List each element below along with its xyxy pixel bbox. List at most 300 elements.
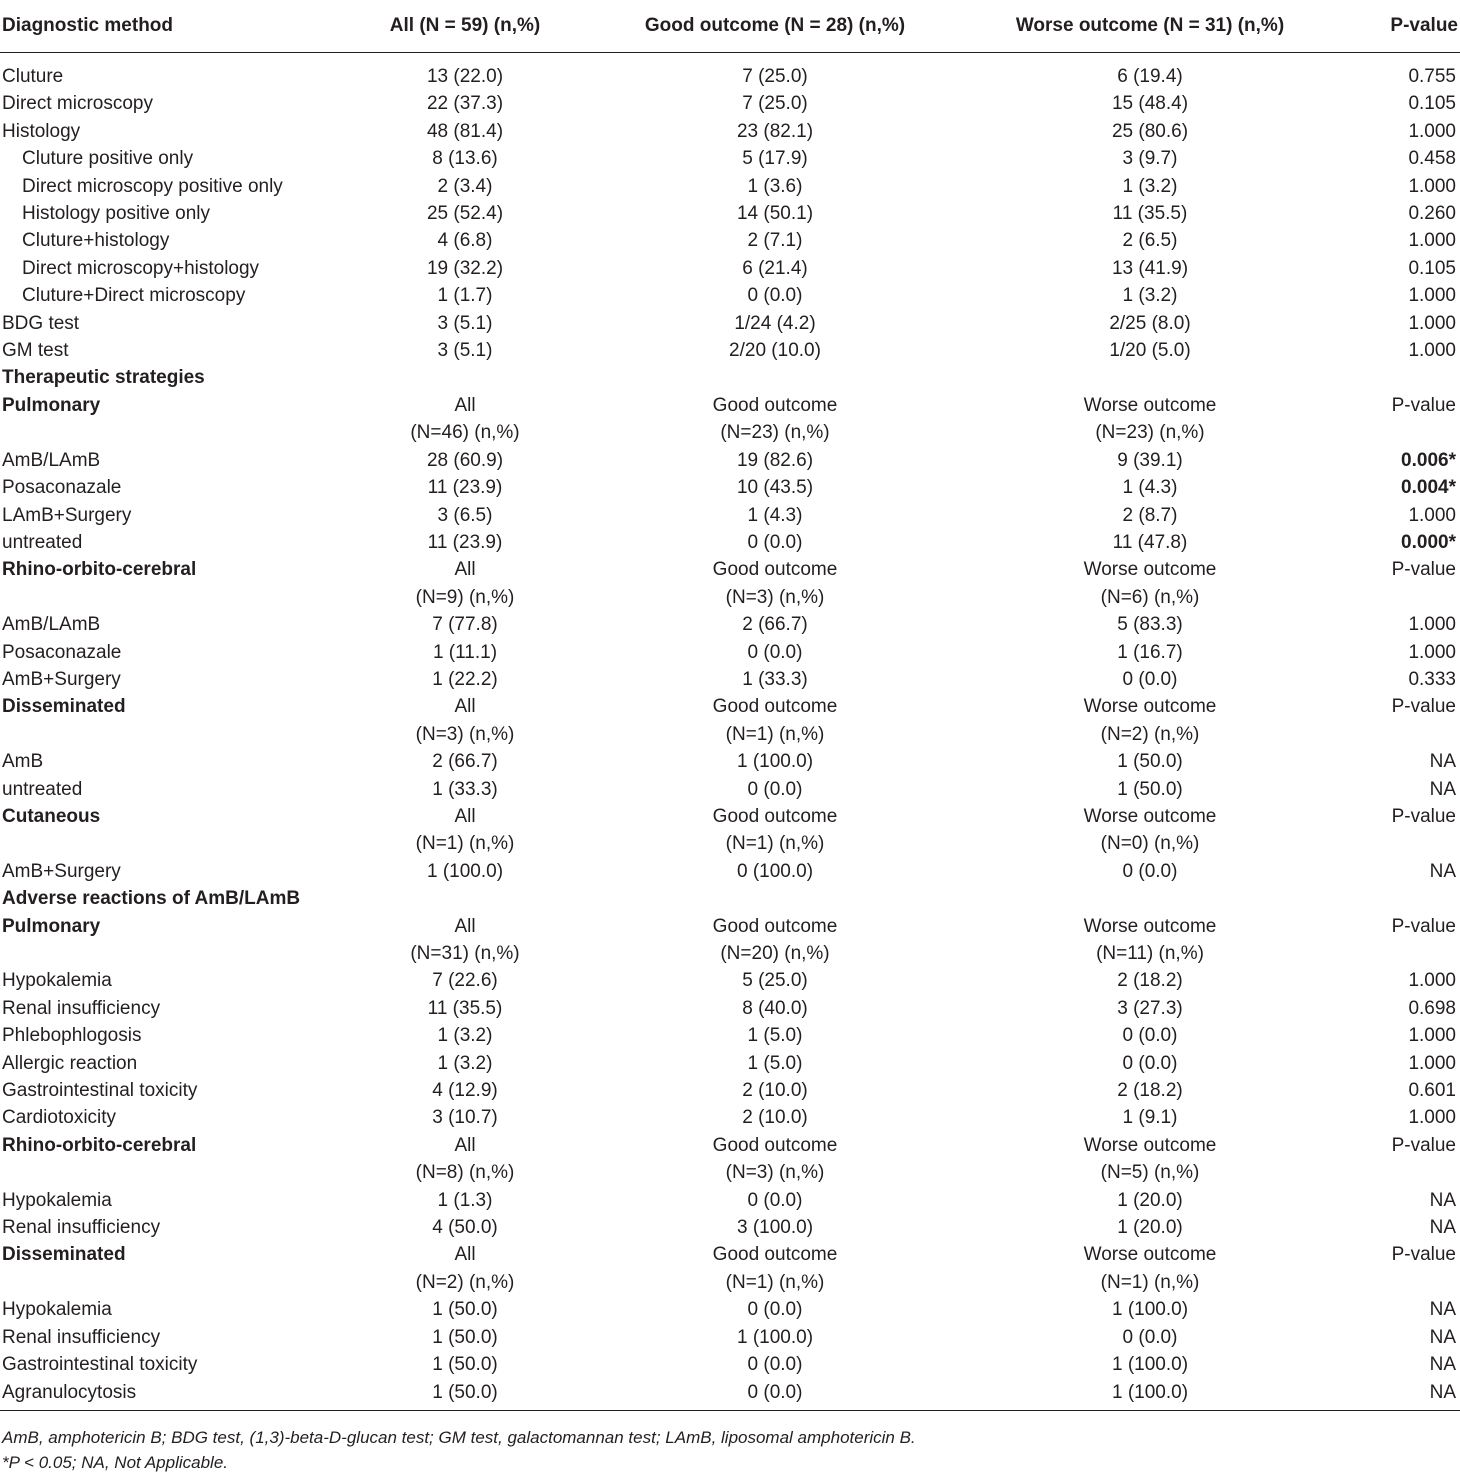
row-label: Posaconazale xyxy=(2,641,122,663)
cell-worse-outcome: Worse outcome xyxy=(1083,696,1217,718)
cell-p-value: 0.006* xyxy=(1401,449,1456,471)
cell-p-value: P-value xyxy=(1391,805,1456,827)
table-row xyxy=(0,940,1460,967)
row-label: Histology positive only xyxy=(22,203,210,225)
cell-good-outcome: 1 (5.0) xyxy=(747,1052,803,1074)
row-label: Cluture+histology xyxy=(22,230,170,252)
row-label: Pulmonary xyxy=(2,915,101,937)
cell-p-value xyxy=(1350,419,1460,446)
cell-all: 3 (5.1) xyxy=(437,312,493,334)
cell-worse-outcome: 6 (19.4) xyxy=(1117,66,1183,87)
cell-good-outcome: 2 (66.7) xyxy=(742,614,808,636)
subheader-row xyxy=(0,392,1460,419)
row-label: Cardiotoxicity xyxy=(2,1107,117,1129)
table-row xyxy=(0,967,1460,994)
cell-all: 1 (50.0) xyxy=(432,1326,498,1348)
table-row xyxy=(0,529,1460,556)
table-row xyxy=(0,776,1460,803)
row-label: untreated xyxy=(2,778,83,800)
header-good-outcome: Good outcome (N = 28) (n,%) xyxy=(600,0,950,53)
cell-p-value: 0.333 xyxy=(1408,668,1456,690)
row-label xyxy=(0,419,330,446)
row-label xyxy=(0,1269,330,1296)
cell-good-outcome: (N=1) (n,%) xyxy=(725,833,825,855)
row-label: Cluture xyxy=(2,66,64,87)
cell-good-outcome: 1 (4.3) xyxy=(747,504,803,526)
cell-all: 22 (37.3) xyxy=(426,93,504,115)
cell-p-value: 0.105 xyxy=(1408,93,1456,115)
cell-worse-outcome: 2 (8.7) xyxy=(1122,504,1178,526)
cell-p-value xyxy=(1350,885,1460,912)
cell-p-value: 0.000* xyxy=(1401,531,1456,553)
row-label xyxy=(0,940,330,967)
table-row xyxy=(0,995,1460,1022)
cell-p-value xyxy=(1350,721,1460,748)
cell-p-value: NA xyxy=(1429,778,1456,800)
cell-worse-outcome xyxy=(950,885,1350,912)
row-label: Direct microscopy positive only xyxy=(22,175,283,197)
table-row xyxy=(0,584,1460,611)
cell-good-outcome: 23 (82.1) xyxy=(736,120,814,142)
cell-all: 4 (12.9) xyxy=(432,1080,498,1102)
cell-all: All xyxy=(454,805,476,827)
header-worse-outcome: Worse outcome (N = 31) (n,%) xyxy=(950,0,1350,53)
row-label: untreated xyxy=(2,531,83,553)
cell-worse-outcome: Worse outcome xyxy=(1083,1134,1217,1156)
cell-all: 25 (52.4) xyxy=(426,203,504,225)
table-row xyxy=(0,1187,1460,1214)
cell-p-value: NA xyxy=(1429,1354,1456,1376)
cell-good-outcome: 10 (43.5) xyxy=(736,477,814,499)
row-label xyxy=(0,584,330,611)
cell-good-outcome: 0 (0.0) xyxy=(747,1354,803,1376)
table-row xyxy=(0,1077,1460,1104)
cell-good-outcome: 2 (10.0) xyxy=(742,1080,808,1102)
cell-good-outcome: 2 (10.0) xyxy=(742,1107,808,1129)
cell-good-outcome: 0 (0.0) xyxy=(747,1189,803,1211)
row-label: Rhino-orbito-cerebral xyxy=(2,559,197,581)
cell-all: 1 (11.1) xyxy=(432,641,498,663)
cell-worse-outcome: 2 (18.2) xyxy=(1117,970,1183,992)
row-label: Adverse reactions of AmB/LAmB xyxy=(2,888,301,910)
cell-p-value xyxy=(1350,584,1460,611)
cell-p-value: P-value xyxy=(1391,1244,1456,1266)
cell-all: (N=8) (n,%) xyxy=(415,1162,515,1184)
cell-p-value: NA xyxy=(1350,1379,1460,1411)
cell-worse-outcome: 0 (0.0) xyxy=(1122,1326,1178,1348)
row-label: Gastrointestinal toxicity xyxy=(2,1080,198,1102)
table-row xyxy=(0,1104,1460,1131)
cell-worse-outcome: Worse outcome xyxy=(1083,915,1217,937)
row-label: Posaconazale xyxy=(2,477,122,499)
cell-worse-outcome: 13 (41.9) xyxy=(1111,257,1189,279)
cell-worse-outcome: 2 (18.2) xyxy=(1117,1080,1183,1102)
table-row xyxy=(0,721,1460,748)
cell-good-outcome: 7 (25.0) xyxy=(742,93,808,115)
cell-worse-outcome: 3 (27.3) xyxy=(1117,997,1183,1019)
cell-good-outcome: Good outcome xyxy=(712,394,838,416)
cell-p-value: P-value xyxy=(1391,559,1456,581)
cell-good-outcome: 14 (50.1) xyxy=(736,203,814,225)
table-row xyxy=(0,337,1460,364)
cell-p-value: P-value xyxy=(1391,394,1456,416)
cell-p-value: 1.000 xyxy=(1408,970,1456,992)
cell-p-value xyxy=(1350,830,1460,857)
cell-good-outcome: 2/20 (10.0) xyxy=(729,340,821,362)
cell-worse-outcome: 11 (35.5) xyxy=(1112,203,1188,225)
cell-all: 3 (10.7) xyxy=(432,1107,498,1129)
cell-all: 1 (33.3) xyxy=(432,778,498,800)
cell-worse-outcome: 5 (83.3) xyxy=(1117,614,1183,636)
cell-p-value: P-value xyxy=(1391,696,1456,718)
cell-good-outcome: 1 (100.0) xyxy=(736,751,814,773)
table-header xyxy=(0,0,1460,53)
cell-worse-outcome: 0 (0.0) xyxy=(1122,668,1178,690)
section-row xyxy=(0,364,1460,391)
footnote-abbreviations: AmB, amphotericin B; BDG test, (1,3)-beta-D-glucan test; GM test, galactomannan test; LAmB, liposomal amphotericin B. xyxy=(2,1428,916,1447)
cell-p-value: 0.105 xyxy=(1408,257,1456,279)
cell-good-outcome: 0 (0.0) xyxy=(747,531,803,553)
cell-p-value: 1.000 xyxy=(1408,120,1456,142)
cell-worse-outcome: (N=23) (n,%) xyxy=(1095,422,1205,444)
cell-all: 7 (22.6) xyxy=(432,970,498,992)
cell-good-outcome: 5 (17.9) xyxy=(742,148,808,170)
row-label: Cluture positive only xyxy=(22,148,194,170)
table-row xyxy=(0,90,1460,117)
table-row xyxy=(0,1379,1460,1411)
cell-good-outcome xyxy=(600,885,950,912)
row-label: Agranulocytosis xyxy=(0,1379,330,1411)
cell-all: 2 (3.4) xyxy=(437,175,493,197)
row-label: Gastrointestinal toxicity xyxy=(2,1354,198,1376)
table-row xyxy=(0,1159,1460,1186)
section-row xyxy=(0,885,1460,912)
subheader-row xyxy=(0,913,1460,940)
header-diagnostic-method: Diagnostic method xyxy=(0,0,330,53)
cell-good-outcome: Good outcome xyxy=(712,1244,838,1266)
cell-all: 4 (50.0) xyxy=(432,1217,498,1239)
cell-p-value: 1.000 xyxy=(1408,1107,1456,1129)
cell-p-value: 1.000 xyxy=(1408,614,1456,636)
table-row xyxy=(0,1351,1460,1378)
cell-all: 1 (22.2) xyxy=(432,668,498,690)
row-label: Cluture+Direct microscopy xyxy=(22,285,246,307)
cell-good-outcome: 1 (33.3) xyxy=(742,668,808,690)
cell-all: 7 (77.8) xyxy=(432,614,498,636)
cell-worse-outcome: 1 (100.0) xyxy=(1111,1354,1189,1376)
cell-p-value xyxy=(1350,940,1460,967)
table-row xyxy=(0,447,1460,474)
table-row xyxy=(0,255,1460,282)
cell-all xyxy=(330,364,600,391)
row-label: Disseminated xyxy=(2,1244,126,1266)
subheader-row xyxy=(0,803,1460,830)
cell-worse-outcome: 1/20 (5.0) xyxy=(1109,340,1191,362)
cell-all: 11 (23.9) xyxy=(427,477,503,499)
cell-worse-outcome: 1 (20.0) xyxy=(1117,1217,1183,1239)
cell-good-outcome: 19 (82.6) xyxy=(736,449,814,471)
cell-good-outcome: 8 (40.0) xyxy=(742,997,808,1019)
row-label xyxy=(0,1159,330,1186)
cell-all: (N=9) (n,%) xyxy=(415,586,515,608)
row-label: Renal insufficiency xyxy=(2,997,161,1019)
subheader-row xyxy=(0,1132,1460,1159)
table-row xyxy=(0,858,1460,885)
cell-p-value: 1.000 xyxy=(1408,340,1456,362)
row-label: Direct microscopy xyxy=(2,93,153,115)
cell-all: 11 (23.9) xyxy=(427,531,503,553)
cell-good-outcome: 1 (3.6) xyxy=(747,175,803,197)
table-row xyxy=(0,748,1460,775)
cell-good-outcome: Good outcome xyxy=(712,805,838,827)
cell-worse-outcome: 1 (100.0) xyxy=(1111,1299,1189,1321)
cell-all: (N=46) (n,%) xyxy=(410,422,520,444)
row-label: Hypokalemia xyxy=(2,1299,112,1321)
row-label xyxy=(0,830,330,857)
row-label: Direct microscopy+histology xyxy=(22,257,260,279)
subheader-row xyxy=(0,1241,1460,1268)
cell-p-value: 1.000 xyxy=(1408,175,1456,197)
table-row xyxy=(0,639,1460,666)
cell-worse-outcome: (N=1) (n,%) xyxy=(1100,1271,1200,1293)
row-label: Histology xyxy=(2,120,81,142)
row-label: GM test xyxy=(2,340,69,362)
cell-worse-outcome: Worse outcome xyxy=(1083,394,1217,416)
table-row xyxy=(0,830,1460,857)
row-label: AmB/LAmB xyxy=(2,614,101,636)
cell-p-value: 0.260 xyxy=(1408,203,1456,225)
cell-worse-outcome: 1 (4.3) xyxy=(1122,477,1178,499)
row-label: LAmB+Surgery xyxy=(2,504,132,526)
cell-good-outcome: 6 (21.4) xyxy=(742,257,808,279)
cell-worse-outcome: 0 (0.0) xyxy=(1122,1052,1178,1074)
table-row xyxy=(0,611,1460,638)
cell-good-outcome: 0 (100.0) xyxy=(736,860,814,882)
cell-good-outcome: 0 (0.0) xyxy=(747,641,803,663)
cell-all: 11 (35.5) xyxy=(427,997,503,1019)
cell-p-value: 1.000 xyxy=(1408,285,1456,307)
cell-p-value: 1.000 xyxy=(1408,504,1456,526)
cell-p-value: 1.000 xyxy=(1408,1052,1456,1074)
row-label xyxy=(0,721,330,748)
cell-good-outcome: (N=3) (n,%) xyxy=(725,1162,825,1184)
cell-worse-outcome: 1 (20.0) xyxy=(1117,1189,1183,1211)
cell-all: 13 (22.0) xyxy=(426,66,504,87)
cell-p-value: 1.000 xyxy=(1408,641,1456,663)
cell-worse-outcome: 1 (50.0) xyxy=(1117,751,1183,773)
cell-all: (N=2) (n,%) xyxy=(415,1271,515,1293)
table-row xyxy=(0,1324,1460,1351)
cell-all: 1 (3.2) xyxy=(437,1052,493,1074)
cell-all: 1 (3.2) xyxy=(437,1025,493,1047)
cell-good-outcome: 0 (0.0) xyxy=(747,778,803,800)
cell-worse-outcome: (N=0) (n,%) xyxy=(1100,833,1200,855)
cell-good-outcome: 1/24 (4.2) xyxy=(734,312,816,334)
cell-worse-outcome: Worse outcome xyxy=(1083,805,1217,827)
row-label: Pulmonary xyxy=(2,394,101,416)
table-row xyxy=(0,227,1460,254)
cell-good-outcome: Good outcome xyxy=(712,915,838,937)
table-row xyxy=(0,1296,1460,1323)
cell-p-value: 1.000 xyxy=(1408,312,1456,334)
cell-all: (N=31) (n,%) xyxy=(410,943,520,964)
cell-good-outcome: Good outcome xyxy=(712,696,838,718)
cell-worse-outcome: Worse outcome xyxy=(1083,559,1217,581)
table-row xyxy=(0,310,1460,337)
row-label: Rhino-orbito-cerebral xyxy=(2,1134,197,1156)
row-label: AmB+Surgery xyxy=(2,860,121,882)
cell-p-value: NA xyxy=(1429,1299,1456,1321)
cell-good-outcome: Good outcome xyxy=(712,1134,838,1156)
table-row xyxy=(0,502,1460,529)
cell-all xyxy=(330,885,600,912)
footnote-significance: *P < 0.05; NA, Not Applicable. xyxy=(2,1453,229,1472)
cell-p-value xyxy=(1350,1159,1460,1186)
cell-p-value xyxy=(1350,1269,1460,1296)
cell-good-outcome: 1 (5.0) xyxy=(747,1025,803,1047)
table-row xyxy=(0,474,1460,501)
subheader-row xyxy=(0,693,1460,720)
cell-good-outcome: 7 (25.0) xyxy=(742,66,808,87)
cell-all: 2 (66.7) xyxy=(432,751,498,773)
cell-worse-outcome: 0 (0.0) xyxy=(1122,1025,1178,1047)
table-body xyxy=(0,53,1460,1411)
table-row xyxy=(0,1050,1460,1077)
cell-all: 1 (50.0) xyxy=(432,1354,498,1376)
cell-all: All xyxy=(454,559,476,581)
table-row xyxy=(0,1214,1460,1241)
row-label: AmB+Surgery xyxy=(2,668,121,690)
cell-good-outcome: (N=1) (n,%) xyxy=(725,1271,825,1293)
table-row xyxy=(0,145,1460,172)
cell-worse-outcome: 2/25 (8.0) xyxy=(1109,312,1191,334)
row-label: Cutaneous xyxy=(2,805,101,827)
cell-p-value xyxy=(1350,364,1460,391)
cell-worse-outcome: 1 (100.0) xyxy=(950,1379,1350,1411)
row-label: BDG test xyxy=(2,312,80,334)
cell-worse-outcome: (N=6) (n,%) xyxy=(1100,586,1200,608)
header-all: All (N = 59) (n,%) xyxy=(330,0,600,53)
cell-good-outcome: 0 (0.0) xyxy=(747,285,803,307)
row-label: Allergic reaction xyxy=(2,1052,138,1074)
table-row xyxy=(0,282,1460,309)
cell-all: 1 (100.0) xyxy=(426,860,504,882)
row-label: Renal insufficiency xyxy=(2,1326,161,1348)
cell-all: 48 (81.4) xyxy=(426,120,504,142)
cell-all: 1 (50.0) xyxy=(432,1299,498,1321)
cell-worse-outcome: (N=11) (n,%) xyxy=(1096,943,1204,964)
cell-p-value: 0.601 xyxy=(1408,1080,1456,1102)
cell-good-outcome xyxy=(600,364,950,391)
cell-p-value: NA xyxy=(1429,860,1456,882)
cell-all: 1 (1.7) xyxy=(437,285,493,307)
cell-worse-outcome: 2 (6.5) xyxy=(1122,230,1178,252)
cell-all: 3 (5.1) xyxy=(437,340,493,362)
cell-worse-outcome: 9 (39.1) xyxy=(1117,449,1183,471)
cell-worse-outcome xyxy=(950,364,1350,391)
row-label: Therapeutic strategies xyxy=(2,367,205,389)
cell-worse-outcome: 1 (3.2) xyxy=(1122,285,1178,307)
table-row xyxy=(0,419,1460,446)
cell-worse-outcome: 1 (9.1) xyxy=(1122,1107,1178,1129)
cell-worse-outcome: 15 (48.4) xyxy=(1111,93,1189,115)
cell-worse-outcome: Worse outcome xyxy=(1083,1244,1217,1266)
cell-all: 1 (1.3) xyxy=(437,1189,493,1211)
cell-worse-outcome: 11 (47.8) xyxy=(1112,531,1188,553)
cell-all: (N=3) (n,%) xyxy=(415,723,515,745)
table-row xyxy=(0,173,1460,200)
row-label: Hypokalemia xyxy=(2,970,112,992)
cell-all: 19 (32.2) xyxy=(426,257,504,279)
cell-good-outcome: (N=20) (n,%) xyxy=(720,943,830,964)
row-label: Phlebophlogosis xyxy=(2,1025,142,1047)
cell-good-outcome: 0 (0.0) xyxy=(747,1299,803,1321)
cell-all: All xyxy=(454,915,476,937)
row-label: Renal insufficiency xyxy=(2,1217,161,1239)
cell-all: 8 (13.6) xyxy=(432,148,498,170)
cell-p-value: 0.458 xyxy=(1408,148,1456,170)
subheader-row xyxy=(0,556,1460,583)
cell-good-outcome: 2 (7.1) xyxy=(747,230,803,252)
table-row xyxy=(0,200,1460,227)
cell-good-outcome: Good outcome xyxy=(712,559,838,581)
cell-p-value: P-value xyxy=(1391,915,1456,937)
cell-p-value: NA xyxy=(1429,1326,1456,1348)
cell-good-outcome: (N=1) (n,%) xyxy=(725,723,825,745)
cell-all: All xyxy=(454,394,476,416)
cell-good-outcome: (N=3) (n,%) xyxy=(725,586,825,608)
cell-good-outcome: 1 (100.0) xyxy=(736,1326,814,1348)
cell-worse-outcome: 25 (80.6) xyxy=(1111,120,1189,142)
row-label: AmB xyxy=(2,751,44,773)
cell-worse-outcome: (N=5) (n,%) xyxy=(1100,1162,1200,1184)
cell-p-value: 1.000 xyxy=(1408,1025,1456,1047)
cell-p-value: 1.000 xyxy=(1408,230,1456,252)
cell-worse-outcome: 1 (16.7) xyxy=(1117,641,1183,663)
cell-all: (N=1) (n,%) xyxy=(415,833,515,855)
cell-p-value: NA xyxy=(1429,1189,1456,1211)
header-row xyxy=(0,0,1460,53)
cell-all: 28 (60.9) xyxy=(426,449,504,471)
cell-all: All xyxy=(454,1244,476,1266)
row-label: AmB/LAmB xyxy=(2,449,101,471)
table-row xyxy=(0,118,1460,145)
cell-worse-outcome: 3 (9.7) xyxy=(1122,148,1178,170)
row-label: Hypokalemia xyxy=(2,1189,112,1211)
row-label: Disseminated xyxy=(2,696,126,718)
cell-p-value: 0.004* xyxy=(1401,477,1456,499)
cell-good-outcome: 0 (0.0) xyxy=(600,1379,950,1411)
cell-p-value: 0.698 xyxy=(1408,997,1456,1019)
cell-worse-outcome: 1 (50.0) xyxy=(1117,778,1183,800)
cell-good-outcome: (N=23) (n,%) xyxy=(720,422,830,444)
cell-worse-outcome: 0 (0.0) xyxy=(1122,860,1178,882)
cell-p-value: NA xyxy=(1429,1217,1456,1239)
cell-all: 4 (6.8) xyxy=(437,230,493,252)
table-row xyxy=(0,666,1460,693)
table-row xyxy=(0,1022,1460,1049)
cell-all: 3 (6.5) xyxy=(437,504,493,526)
table-row xyxy=(0,1269,1460,1296)
cell-worse-outcome: (N=2) (n,%) xyxy=(1100,723,1200,745)
cell-good-outcome: 3 (100.0) xyxy=(736,1217,814,1239)
table-row xyxy=(0,53,1460,91)
cell-worse-outcome: 1 (3.2) xyxy=(1122,175,1178,197)
cell-all: All xyxy=(454,696,476,718)
cell-p-value: P-value xyxy=(1391,1134,1456,1156)
header-p-value: P-value xyxy=(1350,0,1460,53)
cell-good-outcome: 5 (25.0) xyxy=(742,970,808,992)
